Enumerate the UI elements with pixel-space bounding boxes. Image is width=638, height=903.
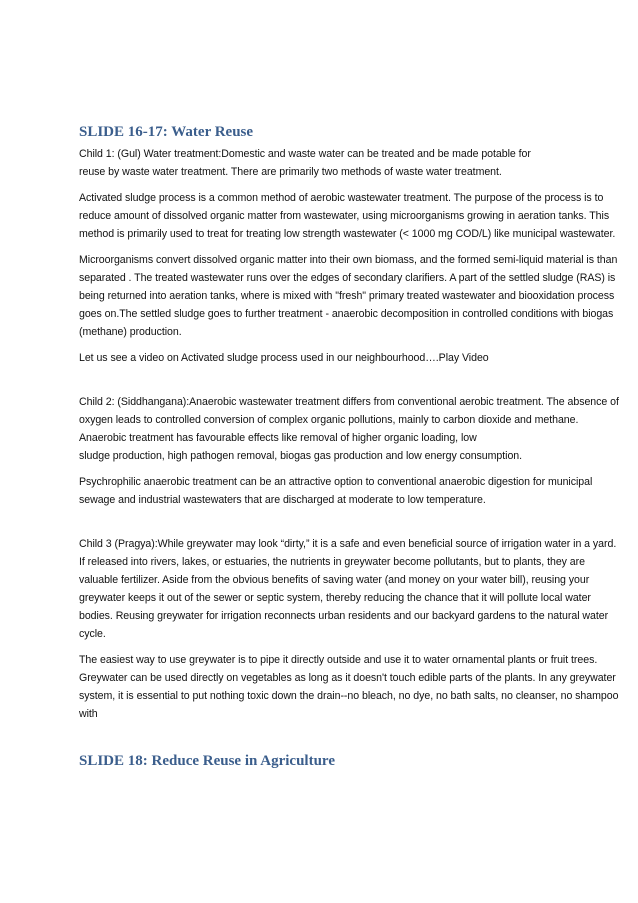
paragraph-child1-line2: reuse by waste water treatment. There are primarily two methods of waste water treatment. (79, 166, 502, 178)
paragraph-child3-greywater: Child 3 (Pragya):While greywater may look “dirty,” it is a safe and even beneficial source of irrigation water in a yard. If released into rivers, lakes, or estuaries, the nutrients in greywater become pollutants, but to plants, they are valuable fertilizer. Aside from the obvious benefits of saving water (and money on your water bill), reusing your greywater keeps it out of the sewer or septic system, thereby reducing the chance that it will pollute local water bodies. Reusing greywater for irrigation reconnects urban residents and our backyard gardens to the natural water cycle. (79, 538, 617, 640)
paragraph-activated-sludge: Activated sludge process is a common method of aerobic wastewater treatment. The purpose of the process is to reduce amount of dissolved organic matter from wastewater, using microorganisms growing in aeration tanks. This method is primarily used to treat for treating low strength wastewater (< 1000 mg COD/L) like municipal wastewater. (79, 192, 616, 240)
paragraph-greywater-usage: The easiest way to use greywater is to pipe it directly outside and use it to water ornamental plants or fruit trees. Greywater can be used directly on vegetables as long as it doesn't touch edible parts of the plants. In any greywater system, it is essential to put nothing toxic down the drain--no bleach, no dye, no bath salts, no cleanser, no shampoo with (79, 654, 619, 720)
document-content (79, 122, 622, 771)
paragraph-child1-line1: Child 1: (Gul) Water treatment:Domestic and waste water can be treated and be made potable for (79, 148, 531, 160)
paragraph-child2-last: sludge production, high pathogen removal, biogas gas production and low energy consumption. (79, 450, 523, 462)
paragraph-child2-anaerobic (79, 393, 622, 465)
section-title-slide-18: SLIDE 18: Reduce Reuse in Agriculture (79, 753, 335, 769)
section-title-slide-16-17: SLIDE 16-17: Water Reuse (79, 124, 254, 140)
paragraph-child1-intro (79, 145, 622, 181)
paragraph-psychrophilic: Psychrophilic anaerobic treatment can be an attractive option to conventional anaerobic digestion for municipal sewage and industrial wastewaters that are discharged at moderate to low temperature. (79, 476, 593, 506)
paragraph-microorganisms: Microorganisms convert dissolved organic matter into their own biomass, and the formed semi-liquid material is than separated . The treated wastewater runs over the edges of secondary clarifiers. A part of the settled sludge (RAS) is being returned into aeration tanks, where is mixed with "fresh" primary treated wastewater and biooxidation process goes on.The settled sludge goes to further treatment - anaerobic decomposition in controlled conditions with biogas (methane) production. (79, 254, 618, 338)
paragraph-video-note: Let us see a video on Activated sludge process used in our neighbourhood….Play Video (79, 352, 489, 364)
paragraph-child2-main: Child 2: (Siddhangana):Anaerobic wastewater treatment differs from conventional aerobic treatment. The absence of oxygen leads to controlled conversion of complex organic pollutions, mainly to carbon dioxide and methane. Anaerobic treatment has favourable effects like removal of higher organic loading, low (79, 396, 619, 444)
